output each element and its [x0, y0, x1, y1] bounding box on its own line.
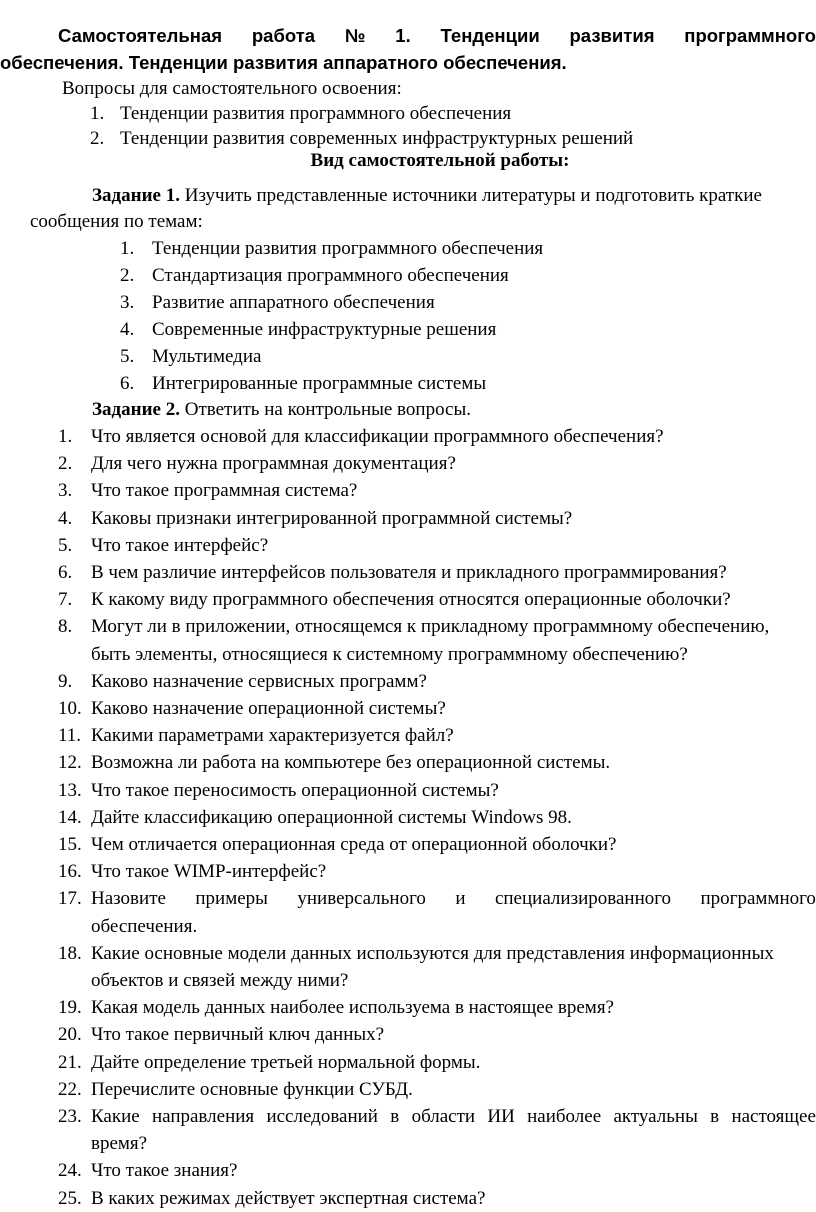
question-number: 1. [58, 426, 73, 447]
question-word: и [455, 888, 466, 910]
question-text: Что такое WIMP-интерфейс? [91, 861, 327, 883]
question-word: направления [151, 1106, 255, 1127]
question-text: Что такое знания? [91, 1160, 238, 1182]
topic-text: Тенденции развития программного обеспечения [152, 238, 544, 259]
title-word: Самостоятельная [58, 25, 223, 46]
question-text: Что такое интерфейс? [91, 534, 269, 556]
question-number: 21. [58, 1051, 82, 1073]
question-number: 7. [58, 589, 73, 611]
list-item-text: Тенденции развития программного обеспечения [120, 103, 512, 124]
question-number: 2. [58, 453, 73, 475]
topic-text: Стандартизация программного обеспечения [152, 265, 509, 286]
question-number: 23. [58, 1106, 82, 1127]
list-item-text: Тенденции развития современных инфраструктурных решений [120, 128, 634, 149]
topic-text: Развитие аппаратного обеспечения [152, 292, 435, 313]
question-text: Перечислите основные функции СУБД. [91, 1078, 413, 1100]
question-number: 13. [58, 779, 82, 801]
title-word: Тенденции [440, 25, 540, 46]
intro-text: Вопросы для самостоятельного освоения: [62, 78, 402, 99]
question-number: 6. [58, 562, 73, 583]
task1-label: Задание 1. [92, 185, 180, 206]
question-number: 20. [58, 1024, 82, 1046]
question-number: 9. [58, 670, 73, 692]
topic-number: 1. [120, 238, 135, 259]
question-word: Какие [91, 1106, 140, 1127]
question-text: Возможна ли работа на компьютере без операционной системы. [91, 752, 611, 774]
topic-number: 6. [120, 373, 135, 394]
question-text: Какие основные модели данных используются для представления информационных [91, 942, 774, 964]
question-number: 15. [58, 834, 82, 855]
question-number: 17. [58, 888, 82, 910]
topic-text: Современные инфраструктурные решения [152, 319, 497, 340]
question-word: универсального [297, 888, 426, 910]
question-text: быть элементы, относящиеся к системному программному обеспечению? [91, 643, 688, 665]
question-word: области [411, 1106, 476, 1127]
question-text: Какая модель данных наиболее используема в настоящее время? [91, 997, 614, 1019]
title-word: № [344, 25, 366, 46]
title-word: программного [684, 25, 816, 46]
question-number: 16. [58, 861, 82, 883]
task2-text: Ответить на контрольные вопросы. [179, 399, 471, 420]
question-number: 3. [58, 480, 73, 502]
question-text: Чем отличается операционная среда от операционной оболочки? [91, 834, 617, 855]
question-number: 8. [58, 616, 73, 638]
question-number: 14. [58, 806, 82, 828]
topic-number: 3. [120, 292, 135, 313]
question-text: Каково назначение операционной системы? [91, 698, 446, 719]
question-word: Назовите [91, 888, 166, 910]
question-word: настоящее [731, 1106, 816, 1127]
question-text [91, 1104, 816, 1130]
list-item-number: 2. [90, 128, 105, 149]
question-text: Что является основой для классификации программного обеспечения? [91, 426, 664, 447]
task1-intro-line [92, 183, 816, 209]
question-word: примеры [195, 888, 268, 910]
topic-number: 2. [120, 265, 135, 286]
list-item-number: 1. [90, 103, 105, 124]
question-word: в [710, 1106, 720, 1127]
title-word: развития [569, 25, 655, 46]
title-line-2: обеспечения. Тенденции развития аппаратного обеспечения. [0, 52, 567, 73]
question-number: 18. [58, 942, 82, 964]
question-text: Каково назначение сервисных программ? [91, 670, 427, 692]
question-text: К какому виду программного обеспечения относятся операционные оболочки? [91, 589, 731, 611]
question-text: Какими параметрами характеризуется файл? [91, 725, 454, 747]
question-number: 12. [58, 752, 82, 774]
topic-number: 5. [120, 346, 135, 367]
question-text: Дайте определение третьей нормальной формы. [91, 1051, 481, 1073]
work-type-heading: Вид самостоятельной работы: [310, 150, 570, 171]
topic-text: Мультимедиа [152, 346, 262, 367]
question-text: обеспечения. [91, 915, 198, 937]
title-line-1 [0, 22, 816, 49]
question-number: 5. [58, 534, 73, 556]
question-number: 19. [58, 997, 82, 1019]
question-number: 10. [58, 698, 82, 719]
question-text: Что такое переносимость операционной системы? [91, 779, 499, 801]
question-text [91, 886, 816, 912]
question-word: исследований [266, 1106, 378, 1127]
question-number: 11. [58, 725, 82, 747]
question-text: Каковы признаки интегрированной программной системы? [91, 507, 573, 529]
question-text: время? [91, 1133, 148, 1155]
question-text: В каких режимах действует экспертная система? [91, 1187, 486, 1209]
question-text: Что такое первичный ключ данных? [91, 1024, 385, 1046]
question-text: В чем различие интерфейсов пользователя и прикладного программирования? [91, 562, 727, 583]
question-number: 22. [58, 1078, 82, 1100]
question-word: актуальны [613, 1106, 698, 1127]
question-text: Для чего нужна программная документация? [91, 453, 456, 475]
question-word: специализированного [494, 888, 672, 910]
title-word: работа [251, 25, 316, 46]
task1-intro-line-2: сообщения по темам: [30, 211, 203, 232]
question-word: в [390, 1106, 400, 1127]
question-number: 4. [58, 507, 73, 529]
question-word: ИИ [487, 1106, 515, 1127]
question-number: 24. [58, 1160, 82, 1182]
title-word: 1. [395, 25, 411, 46]
task2-label: Задание 2. [92, 399, 180, 420]
task2-intro-line [92, 397, 471, 423]
topic-text: Интегрированные программные системы [152, 373, 487, 394]
question-text: Что такое программная система? [91, 480, 358, 502]
question-number: 25. [58, 1187, 82, 1209]
task1-text: Изучить представленные источники литературы и подготовить краткие [179, 185, 762, 206]
question-word: наиболее [527, 1106, 602, 1127]
question-text: объектов и связей между ними? [91, 970, 349, 991]
question-text: Могут ли в приложении, относящемся к прикладному программному обеспечению, [91, 616, 770, 638]
question-text: Дайте классификацию операционной системы Windows 98. [91, 806, 572, 828]
topic-number: 4. [120, 319, 135, 340]
document-title [0, 22, 816, 76]
question-word: программного [700, 888, 816, 910]
